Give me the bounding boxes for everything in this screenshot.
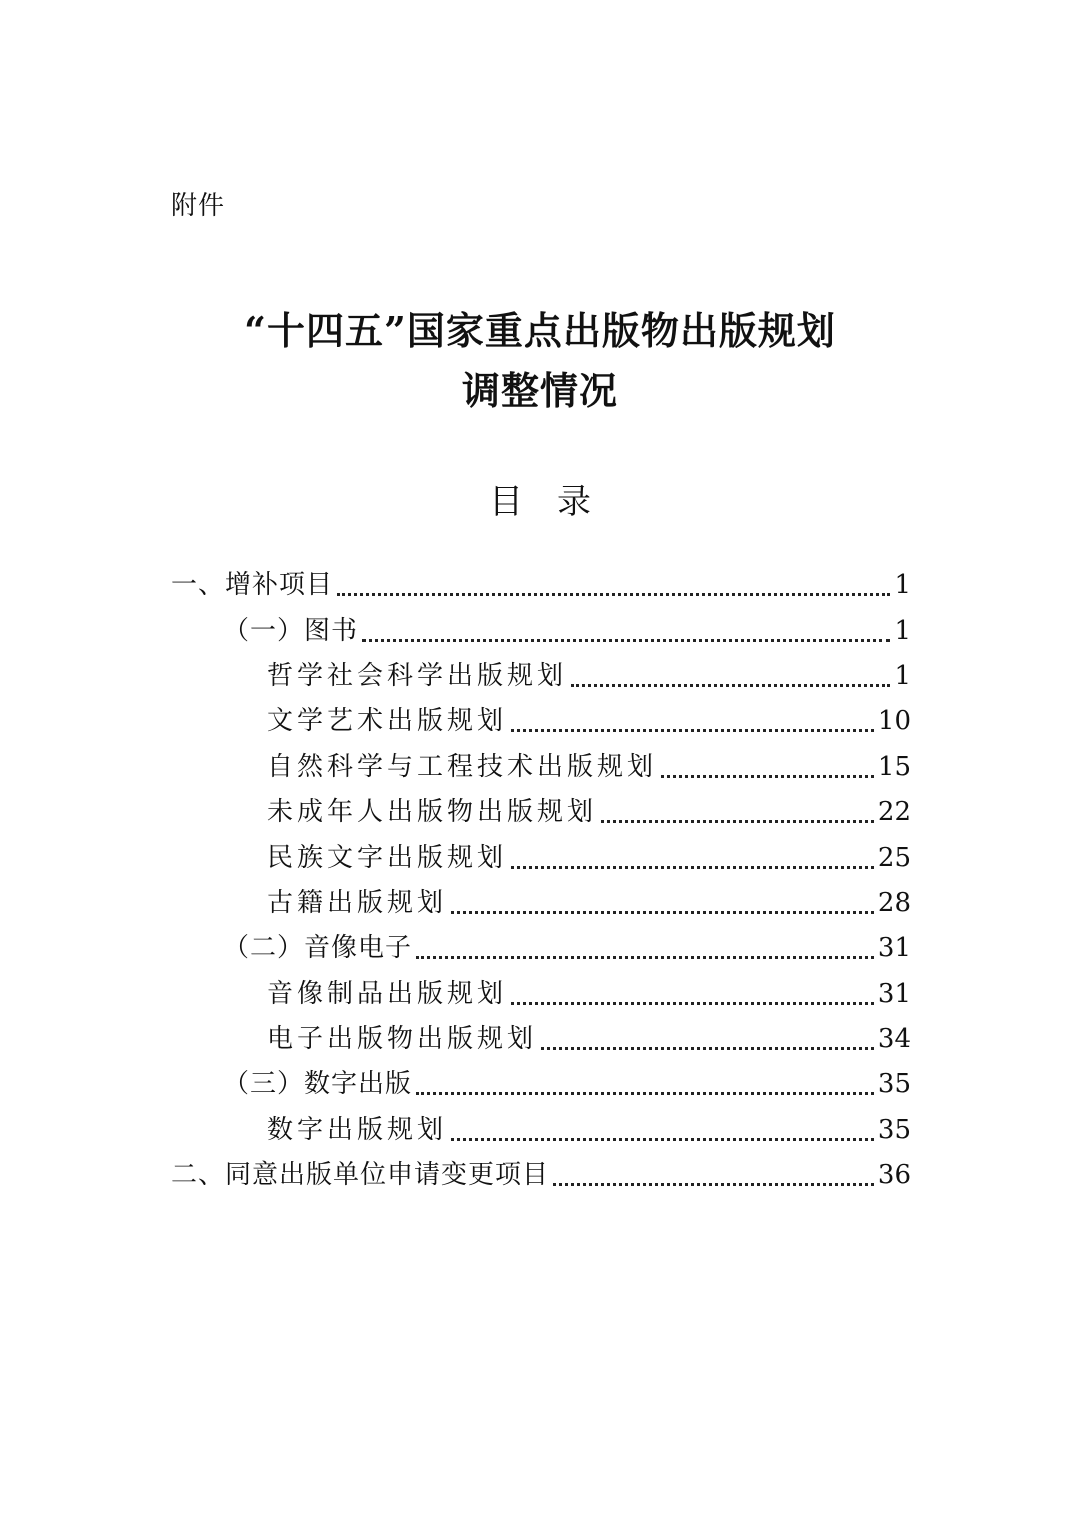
toc-entry — [171, 1062, 911, 1107]
toc-entry-label: （一）图书 — [223, 615, 359, 646]
toc-entry — [171, 835, 911, 880]
toc-entry-page: 35 — [877, 1114, 911, 1145]
toc-entry-label: 未成年人出版物出版规划 — [267, 797, 598, 828]
toc-entry-label: 自然科学与工程技术出版规划 — [267, 751, 658, 782]
toc-entry — [171, 699, 911, 744]
dot-leader — [416, 956, 874, 959]
toc-entry-label: 文学艺术出版规划 — [267, 706, 508, 737]
toc-entry-page: 25 — [877, 842, 911, 873]
toc-heading: 目录 — [489, 482, 625, 522]
toc-entry-label: （三）数字出版 — [223, 1069, 413, 1100]
dot-leader — [416, 1092, 874, 1095]
toc-entry-page: 36 — [877, 1160, 911, 1191]
dot-leader — [601, 820, 874, 823]
dot-leader — [511, 866, 874, 869]
dot-leader — [511, 1002, 874, 1005]
toc-entry-page: 34 — [877, 1024, 911, 1055]
document-title-line-1: “十四五”国家重点出版物出版规划 — [244, 308, 836, 353]
toc-entry-page: 28 — [877, 887, 911, 918]
dot-leader — [571, 684, 890, 687]
toc-entry-label: 一、增补项目 — [171, 570, 334, 601]
toc-entry-label: 电子出版物出版规划 — [267, 1024, 538, 1055]
toc-entry — [171, 926, 911, 971]
toc-entry — [171, 654, 911, 699]
dot-leader — [451, 1138, 874, 1141]
dot-leader — [661, 775, 874, 778]
toc-entry-page: 1 — [894, 615, 911, 646]
toc-entry-label: 二、同意出版单位申请变更项目 — [171, 1160, 550, 1191]
toc-entry-page: 10 — [877, 706, 911, 737]
toc-entry — [171, 790, 911, 835]
toc-entry-label: 民族文字出版规划 — [267, 842, 508, 873]
toc-entry-page: 1 — [894, 660, 911, 691]
toc-entry — [171, 1108, 911, 1153]
toc-entry-page: 31 — [877, 933, 911, 964]
toc-entry-page: 31 — [877, 978, 911, 1009]
attachment-label: 附件 — [171, 191, 226, 221]
toc-entry — [171, 881, 911, 926]
toc-entry — [171, 608, 911, 653]
toc-entry-page: 22 — [877, 797, 911, 828]
toc-entry-page: 1 — [894, 570, 911, 601]
toc-entry-page: 15 — [877, 751, 911, 782]
toc-entry-label: 古籍出版规划 — [267, 887, 448, 918]
toc-entry — [171, 972, 911, 1017]
dot-leader — [553, 1183, 874, 1186]
toc-entry — [171, 563, 911, 608]
toc-entry-label: 哲学社会科学出版规划 — [267, 660, 568, 691]
document-title-line-2: 调整情况 — [461, 368, 618, 413]
toc-entry — [171, 1153, 911, 1198]
toc-entry-label: 音像制品出版规划 — [267, 978, 508, 1009]
toc-entry-label: 数字出版规划 — [267, 1114, 448, 1145]
dot-leader — [362, 639, 890, 642]
toc-entry-page: 35 — [877, 1069, 911, 1100]
dot-leader — [337, 593, 890, 596]
toc-entry — [171, 1017, 911, 1062]
dot-leader — [541, 1047, 874, 1050]
dot-leader — [451, 911, 874, 914]
toc-entry-label: （二）音像电子 — [223, 933, 413, 964]
table-of-contents — [171, 563, 911, 1198]
toc-entry — [171, 745, 911, 790]
dot-leader — [511, 729, 874, 732]
